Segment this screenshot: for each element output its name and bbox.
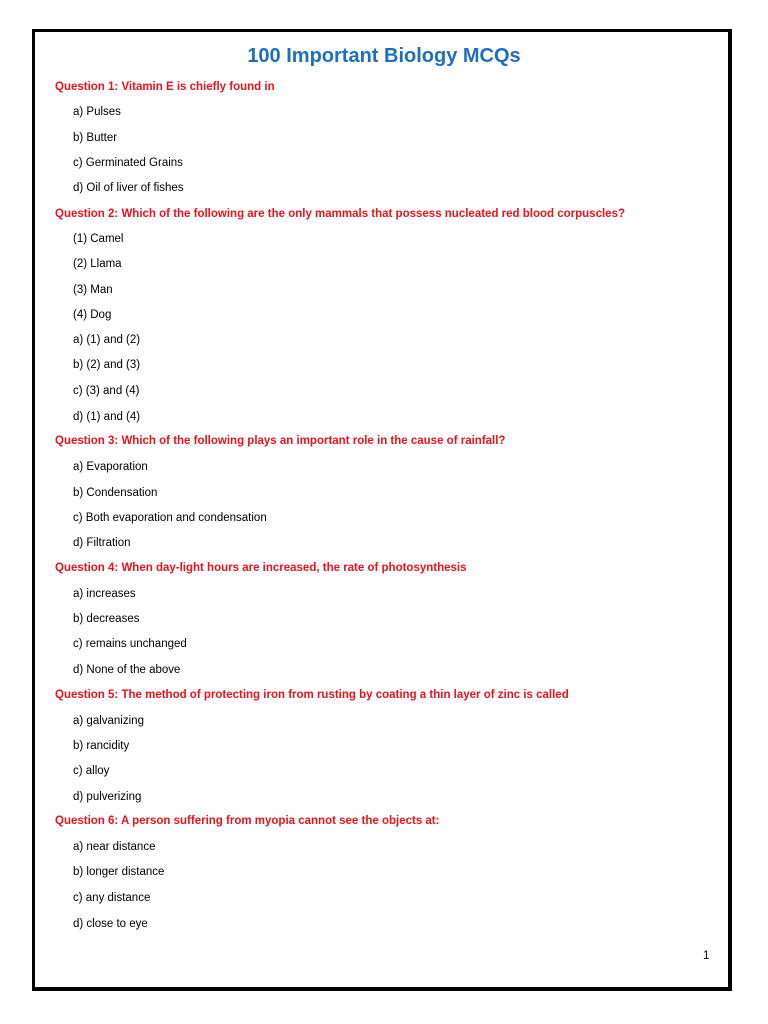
question-2-item-2: (2) Llama — [73, 258, 122, 270]
question-4-option-d: d) None of the above — [73, 664, 181, 676]
question-2-option-b: b) (2) and (3) — [73, 359, 141, 371]
question-4: Question 4: When day-light hours are increased, the rate of photosynthesis — [55, 562, 467, 574]
page-title: 100 Important Biology MCQs — [247, 45, 521, 67]
question-2-item-1: (1) Camel — [73, 233, 124, 245]
question-5: Question 5: The method of protecting iron from rusting by coating a thin layer of zinc is called — [55, 689, 569, 701]
question-3-option-d: d) Filtration — [73, 537, 131, 549]
question-2-option-d: d) (1) and (4) — [73, 411, 141, 423]
question-3: Question 3: Which of the following plays an important role in the cause of rainfall? — [55, 435, 506, 447]
question-3-option-a: a) Evaporation — [73, 461, 148, 473]
question-3-option-c: c) Both evaporation and condensation — [73, 512, 267, 524]
question-2-option-c: c) (3) and (4) — [73, 385, 140, 397]
question-1-option-a: a) Pulses — [73, 106, 121, 118]
question-1-option-c: c) Germinated Grains — [73, 157, 183, 169]
question-6-option-b: b) longer distance — [73, 866, 165, 878]
question-5-option-c: c) alloy — [73, 765, 110, 777]
question-2: Question 2: Which of the following are the only mammals that possess nucleated red blood corpuscles? — [55, 208, 625, 220]
question-6-option-a: a) near distance — [73, 841, 156, 853]
question-2-item-4: (4) Dog — [73, 309, 112, 321]
question-5-option-a: a) galvanizing — [73, 715, 144, 727]
question-3-option-b: b) Condensation — [73, 487, 158, 499]
question-4-option-c: c) remains unchanged — [73, 638, 187, 650]
question-1-option-d: d) Oil of liver of fishes — [73, 182, 184, 194]
question-4-option-a: a) increases — [73, 588, 136, 600]
question-5-option-d: d) pulverizing — [73, 791, 142, 803]
page-number: 1 — [703, 950, 710, 962]
question-2-option-a: a) (1) and (2) — [73, 334, 141, 346]
question-4-option-b: b) decreases — [73, 613, 140, 625]
question-6: Question 6: A person suffering from myopia cannot see the objects at: — [55, 815, 440, 827]
question-5-option-b: b) rancidity — [73, 740, 130, 752]
question-6-option-d: d) close to eye — [73, 918, 148, 930]
question-2-item-3: (3) Man — [73, 284, 113, 296]
question-1-option-b: b) Butter — [73, 132, 118, 144]
question-6-option-c: c) any distance — [73, 892, 151, 904]
question-1: Question 1: Vitamin E is chiefly found in — [55, 81, 275, 93]
